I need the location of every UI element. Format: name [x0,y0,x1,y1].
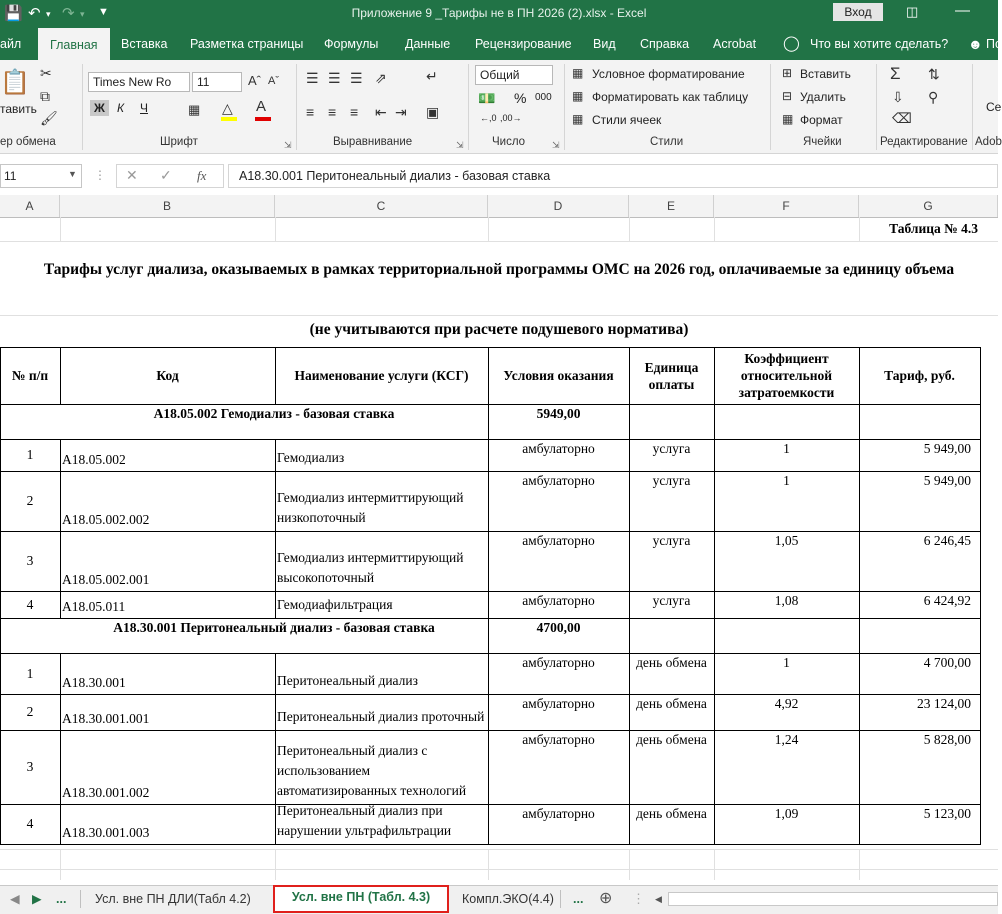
table-border [980,404,981,439]
table-border [0,404,981,405]
row-tariff: 5 123,00 [923,806,971,821]
tell-me-search[interactable]: Что вы хотите сделать? [810,37,949,51]
autosum-icon[interactable]: Σ [890,64,901,83]
table-border [275,471,276,531]
table-border [980,694,981,730]
table-border [60,439,61,471]
fill-icon[interactable]: ⇩ [892,89,904,105]
window-title: Приложение 9 _Тарифы не в ПН 2026 (2).xlsx - Excel [351,6,647,20]
row-unit: услуга [652,441,691,456]
login-button[interactable]: Вход [833,3,883,21]
header-name: Наименование услуги (КСГ) [294,367,469,383]
undo-dropdown-icon[interactable]: ▾ [46,9,51,19]
row-unit: день обмена [636,696,707,711]
row-code: A18.30.001.003 [62,825,150,840]
table-border [275,439,276,471]
table-border [629,618,630,653]
column-headers [0,195,998,218]
bold-button[interactable]: Ж [90,100,109,116]
table-border [980,347,981,404]
tab-help[interactable]: Справка [640,37,690,51]
gridline [488,849,489,880]
more-sheets-left[interactable]: ... [56,892,67,906]
redo-dropdown-icon: ▾ [80,9,85,19]
sort-filter-icon[interactable]: ⇅ [928,66,940,82]
enter-icon[interactable]: ✓ [160,167,172,183]
paste-icon[interactable]: 📋 [0,69,30,96]
table-border [714,618,715,653]
cell-styles-button[interactable]: Стили ячеек [592,113,662,127]
column-header-a[interactable]: A [0,195,60,217]
table-border [980,591,981,618]
row-number: 1 [26,447,34,462]
row-number: 4 [26,816,34,831]
align-right-icon[interactable]: ≡ [350,104,359,120]
table-border [980,618,981,653]
row-name: Перитонеальный диализ проточный [277,709,485,724]
formula-buttons [116,164,224,188]
column-header-d[interactable]: D [488,195,629,217]
merge-center-icon[interactable]: ▣ [426,104,440,120]
gridline [629,217,630,241]
table-border [0,844,981,845]
font-dialog-launcher-icon[interactable]: ⇲ [284,140,292,150]
row-number: 4 [26,596,34,612]
align-bottom-icon[interactable]: ☰ [350,70,363,86]
align-middle-icon[interactable]: ☰ [328,70,341,86]
clear-icon[interactable]: ⌫ [892,110,912,126]
row-code: A18.05.002 [62,452,126,467]
table-border [60,531,61,591]
row-tariff: 5 949,00 [923,473,971,488]
fill-color-icon[interactable]: △ [222,100,233,116]
align-left-icon[interactable]: ≡ [306,104,315,120]
italic-button[interactable]: К [117,101,125,115]
gridline [859,849,860,880]
row-unit: услуга [652,593,691,608]
lightbulb-icon: ◯ [783,35,800,52]
row-unit: услуга [652,533,691,548]
sheet-tab-4-2[interactable]: Усл. вне ПН ДЛИ(Табл 4.2) [95,892,251,906]
gridline [0,315,998,316]
tab-page-layout[interactable]: Разметка страницы [190,37,304,51]
format-as-table-icon: ▦ [572,89,584,103]
row-conditions: амбулаторно [522,655,595,670]
row-conditions: амбулаторно [522,732,595,747]
sheet-tabs-bar [0,885,998,914]
group-separator [972,64,973,150]
row-unit: день обмена [636,655,707,670]
horizontal-scrollbar[interactable] [668,892,998,906]
customize-toolbar-icon[interactable]: ▼ [98,6,109,18]
header-code: Код [156,367,179,383]
format-cells-icon: ▦ [782,112,794,126]
save-icon[interactable]: 💾 [4,5,23,22]
user-icon: ☻ [968,36,983,52]
fill-color-swatch [221,117,237,121]
ribbon [0,60,1002,154]
cancel-icon[interactable]: ✕ [126,167,138,183]
alignment-group-label: Выравнивание [333,136,413,148]
gridline [0,869,998,870]
row-coefficient: 1,08 [774,593,799,608]
styles-group-label: Стили [650,136,684,148]
row-number: 1 [26,665,34,681]
table-border [0,404,1,439]
table-border [980,471,981,531]
row-coefficient: 1 [783,473,790,488]
sheet-tab-4-3[interactable] [273,885,449,913]
table-border [859,404,860,439]
number-format-select[interactable]: Общий [475,65,553,85]
gridline [275,217,276,241]
header-tariff: Тариф, руб. [884,367,955,383]
gridline [714,217,715,241]
section-title: A18.05.002 Гемодиализ - базовая ставка [153,406,395,421]
table-border [980,804,981,844]
hscroll-left-icon[interactable]: ◀ [655,894,662,904]
align-center-icon[interactable]: ≡ [328,104,337,120]
row-number: 2 [26,704,34,719]
row-conditions: амбулаторно [522,593,595,608]
table-border [60,653,61,694]
table-border [859,618,860,653]
row-unit: услуга [652,473,691,488]
font-color-swatch [255,117,271,121]
table-border [275,591,276,618]
gridline [275,849,276,880]
table-border [0,618,1,653]
section-base-rate: 5949,00 [536,406,581,421]
gridline [0,849,998,850]
formula-bar-grip-icon: ⋮ [94,168,106,182]
column-header-b[interactable]: B [60,195,275,217]
row-coefficient: 1,24 [774,732,799,747]
format-as-table-button[interactable]: Форматировать как таблицу [592,90,749,104]
conditional-format-button[interactable]: Условное форматирование [592,67,745,81]
row-unit: день обмена [636,806,707,821]
number-dialog-launcher-icon[interactable]: ⇲ [552,140,560,150]
row-conditions: амбулаторно [522,533,595,548]
format-painter-icon[interactable]: 🖌 [40,110,58,126]
increase-font-icon[interactable]: Aˆ [248,73,261,88]
decrease-indent-icon[interactable]: ⇤ [375,104,387,120]
row-tariff: 4 700,00 [923,655,971,670]
row-coefficient: 1 [783,441,790,456]
row-number: 2 [26,493,34,508]
row-unit: день обмена [636,732,707,747]
table-border [60,471,61,531]
row-conditions: амбулаторно [522,696,595,711]
clipboard-group-label: ер обмена [0,136,56,148]
table-border [980,730,981,804]
column-header-f[interactable]: F [714,195,859,217]
tab-acrobat[interactable]: Acrobat [713,37,757,51]
tab-divider [560,890,561,908]
row-name: Перитонеальный диализ при нарушении ультрафильтрации [277,803,452,838]
table-border [60,804,61,844]
table-border [60,591,61,618]
alignment-dialog-launcher-icon[interactable]: ⇲ [456,140,464,150]
font-group-label: Шрифт [160,136,198,148]
group-separator [876,64,877,150]
cells-group-label: Ячейки [803,136,842,148]
gridline [629,849,630,880]
tab-view[interactable]: Вид [593,37,616,51]
header-number: № п/п [11,367,49,383]
borders-icon[interactable]: ▦ [188,102,201,117]
ribbon-tabs [0,28,1002,60]
header-conditions: Условия оказания [503,367,614,383]
row-name: Перитонеальный диализ [277,673,418,688]
header-coefficient: Коэффициент относительной затратоемкости [738,351,835,400]
insert-cells-button[interactable]: Вставить [800,67,851,81]
column-header-e[interactable]: E [629,195,714,217]
row-name: Перитонеальный диализ с использованием автоматизированных технологий [277,743,467,798]
orientation-icon[interactable]: ⇗ [375,70,387,86]
copy-icon[interactable]: ⧉ [40,88,50,104]
formula-input[interactable]: A18.30.001 Перитонеальный диализ - базовая ставка [228,164,998,188]
editing-group-label: Редактирование [880,136,968,148]
find-select-icon[interactable]: ⚲ [928,89,939,105]
scroll-right-icon[interactable]: ▶ [32,892,42,906]
percent-button[interactable]: % [514,90,527,106]
row-code: A18.30.001.002 [62,785,150,800]
title-bar [0,0,998,28]
table-border [275,804,276,844]
section-base-rate: 4700,00 [536,620,581,635]
adobe-group-label: Adob [975,136,1002,148]
table-border [60,694,61,730]
gridline [488,217,489,241]
gridline [60,849,61,880]
header-unit: Единица оплаты [644,359,699,392]
row-name: Гемодиализ [277,450,345,465]
increase-decimal-button[interactable]: ←,0 [480,113,497,123]
tab-file[interactable]: айл [0,37,22,51]
row-tariff: 5 828,00 [923,732,971,747]
tab-home[interactable]: Главная [38,28,110,61]
group-separator [296,64,297,150]
row-code: A18.05.002.002 [62,512,150,527]
table-border [275,531,276,591]
font-size-select[interactable]: 11 [192,72,242,92]
row-coefficient: 1,09 [774,806,799,821]
section-title: A18.30.001 Перитонеальный диализ - базовая ставка [113,620,435,635]
group-separator [82,64,83,150]
font-color-icon[interactable]: A [256,98,267,115]
table-border [275,730,276,804]
add-sheet-icon[interactable]: ⊕ [599,890,613,907]
ribbon-display-icon[interactable]: ◫ [906,4,919,19]
scroll-left-icon[interactable]: ◀ [10,892,20,906]
row-coefficient: 1 [783,655,790,670]
insert-cells-icon: ⊞ [782,66,793,80]
row-code: A18.05.002.001 [62,572,150,587]
format-cells-button[interactable]: Формат [800,113,843,127]
tabs-splitter-icon[interactable]: ⋮ [632,891,645,906]
decrease-decimal-button[interactable]: ,00→ [500,113,522,123]
sheet-title: Тарифы услуг диализа, оказываемых в рамках территориальной программы ОМС на 2026 год, оплачиваемые за единицу объема [43,261,955,278]
tab-insert[interactable]: Вставка [121,37,168,51]
group-separator [468,64,469,150]
row-tariff: 5 949,00 [923,441,971,456]
gridline [60,217,61,241]
align-top-icon[interactable]: ☰ [306,70,319,86]
table-border [714,404,715,439]
row-conditions: амбулаторно [522,473,595,488]
sheet-tab-4-4[interactable]: Компл.ЭКО(4.4) [462,892,554,906]
minimize-icon[interactable]: — [955,2,970,19]
row-conditions: амбулаторно [522,441,595,456]
wrap-text-icon[interactable]: ↵ [426,68,438,84]
delete-cells-icon: ⊟ [782,89,793,103]
row-code: A18.30.001.001 [62,711,150,726]
number-group-label: Число [492,136,526,148]
gridline [0,241,998,242]
column-header-g[interactable]: G [859,195,998,217]
paste-label[interactable]: тавить [0,102,37,116]
table-border [980,653,981,694]
tab-share[interactable]: Пс [986,37,1002,51]
more-sheets-right[interactable]: ... [573,892,584,906]
adobe-create-button[interactable]: Се [986,100,1002,114]
row-coefficient: 1,05 [774,533,799,548]
increase-indent-icon[interactable]: ⇥ [395,104,407,120]
group-separator [564,64,565,150]
tab-formulas[interactable]: Формулы [324,37,379,51]
table-border [275,653,276,694]
redo-icon: ↷ [62,5,75,22]
table-border [980,439,981,471]
formula-bar [0,160,998,192]
table-number: Таблица № 4.3 [889,221,978,236]
group-separator [770,64,771,150]
row-name: Гемодиализ интермиттирующий высокопоточный [277,550,464,585]
tab-review[interactable]: Рецензирование [475,37,572,51]
table-border [275,694,276,730]
cut-icon[interactable]: ✂ [40,65,52,81]
decrease-font-icon[interactable]: Aˇ [268,75,279,87]
row-number: 3 [26,553,34,568]
underline-button[interactable]: Ч [140,101,148,115]
row-code: A18.30.001 [62,675,126,690]
row-coefficient: 4,92 [774,696,799,711]
undo-icon[interactable]: ↶ [28,5,41,22]
insert-function-icon[interactable]: fx [197,168,207,183]
font-name-select[interactable]: Times New Ro [88,72,190,92]
row-name: Гемодиафильтрация [277,597,393,612]
name-box[interactable]: 11 [0,164,82,188]
name-box-dropdown-icon[interactable]: ▼ [68,169,77,179]
table-border [60,730,61,804]
gridline [714,849,715,880]
table-border [980,531,981,591]
column-header-c[interactable]: C [275,195,488,217]
row-tariff: 6 246,45 [923,533,971,548]
sheet-subtitle: (не учитываются при расчете подушевого норматива) [309,321,689,338]
thousands-button[interactable]: 000 [535,92,552,103]
table-border [629,404,630,439]
table-border [0,618,981,619]
row-tariff: 23 124,00 [917,696,971,711]
active-sheet-tab-label: Усл. вне ПН (Табл. 4.3) [291,890,431,904]
tab-divider [80,890,81,908]
row-code: A18.05.011 [62,599,126,614]
row-number: 3 [26,759,34,774]
tab-data[interactable]: Данные [405,37,451,51]
delete-cells-button[interactable]: Удалить [800,90,846,104]
row-name: Гемодиализ интермиттирующий низкопоточный [277,490,464,525]
conditional-format-icon: ▦ [572,66,584,80]
cell-styles-icon: ▦ [572,112,584,126]
worksheet[interactable] [0,217,998,880]
row-conditions: амбулаторно [522,806,595,821]
currency-icon[interactable]: 💵 [478,90,496,106]
row-tariff: 6 424,92 [923,593,971,608]
